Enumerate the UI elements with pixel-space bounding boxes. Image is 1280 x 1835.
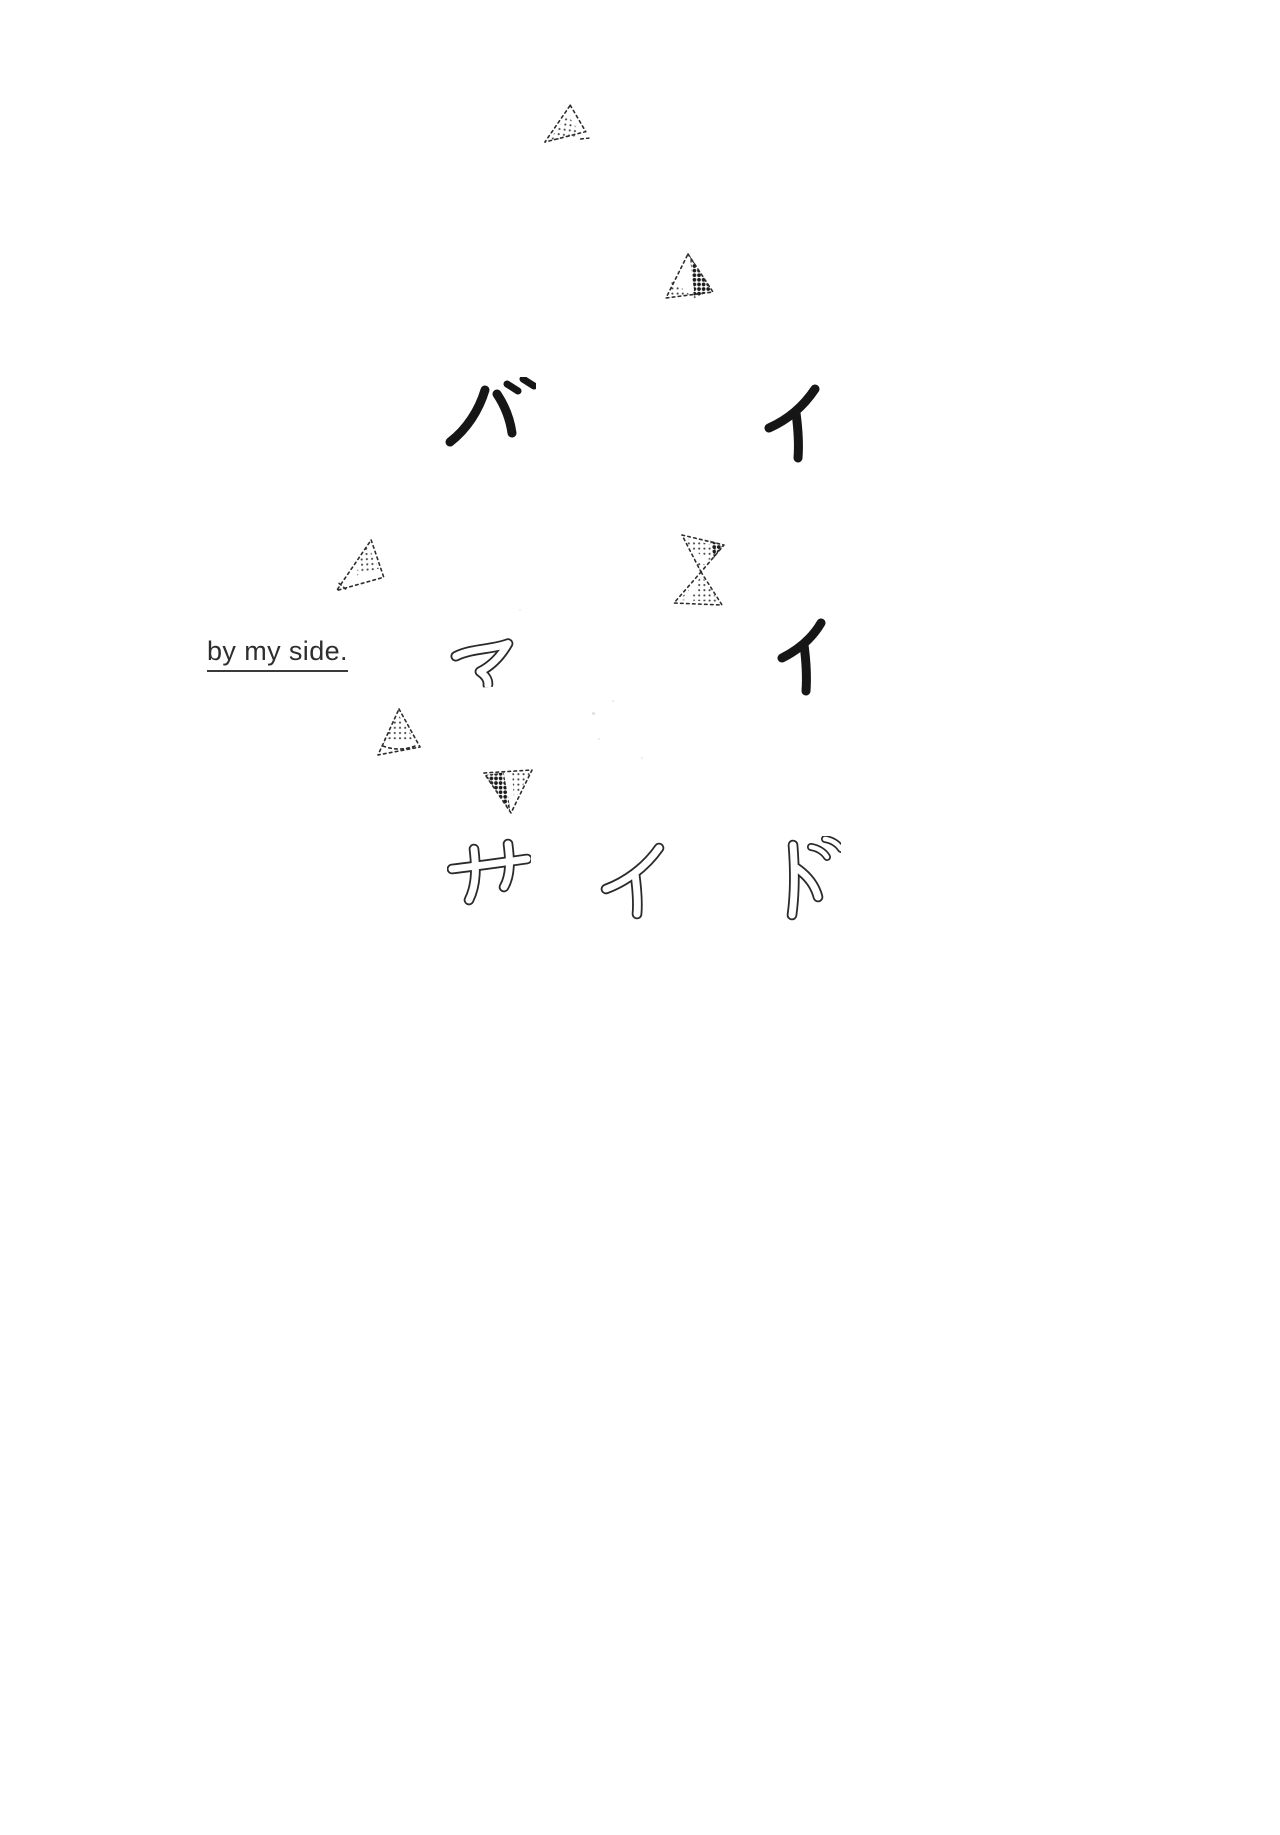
confetti-triangle-left-icon — [327, 535, 389, 599]
scan-speck — [612, 700, 614, 702]
confetti-hourglass-icon — [666, 531, 732, 611]
katakana-ba — [441, 377, 536, 453]
confetti-triangle-top-icon — [539, 99, 596, 158]
confetti-triangle-upper-right-icon — [660, 250, 716, 304]
scan-speck — [519, 609, 521, 611]
confetti-triangle-lower-left-icon — [372, 705, 428, 763]
katakana-i-2 — [776, 617, 828, 697]
scan-speck — [592, 712, 595, 715]
katakana-i-3 — [597, 841, 669, 921]
katakana-do — [777, 836, 841, 922]
katakana-ma — [447, 626, 529, 689]
katakana-sa — [447, 838, 531, 906]
subtitle-latin: by my side. — [207, 637, 348, 672]
katakana-i-1 — [763, 383, 823, 463]
scan-speck — [641, 757, 643, 759]
scan-speck — [598, 738, 600, 740]
confetti-triangle-bottom-icon — [480, 767, 536, 817]
